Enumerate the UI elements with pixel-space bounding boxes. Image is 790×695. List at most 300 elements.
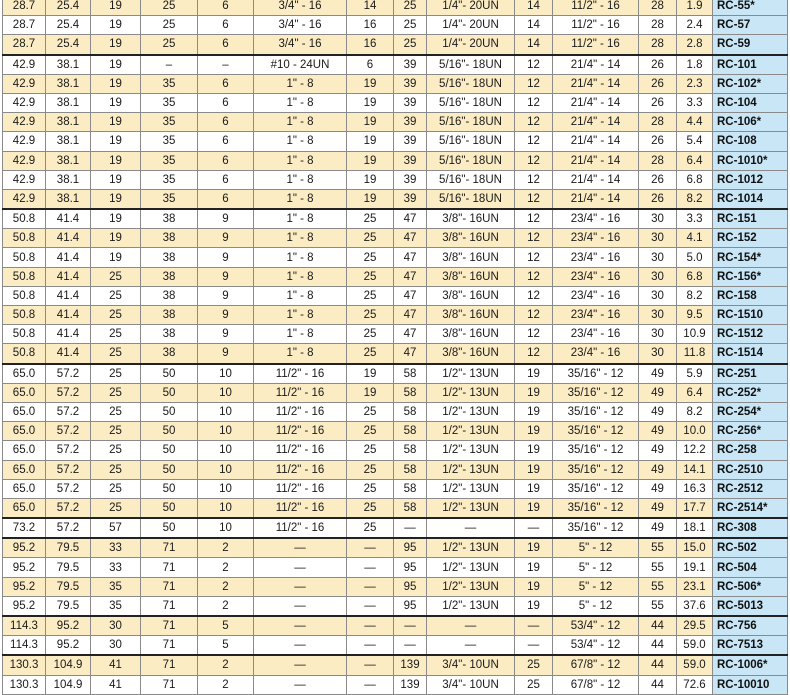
cell-collar-thread: 1" - 8 [254, 306, 347, 325]
cell-base-thread: 1/2"- 13UN [427, 577, 515, 596]
cell-collar-width: 5 [198, 616, 254, 636]
cell-base-dia: 47 [394, 306, 427, 325]
cell-collar-len: 35 [141, 189, 198, 209]
cell-mount-len: 49 [639, 364, 677, 384]
cell-collar-thread: 11/2" - 16 [254, 479, 347, 498]
cell-collar-len: 38 [141, 267, 198, 286]
cell-weight: 6.4 [677, 151, 713, 170]
cell-collar-width: 9 [198, 267, 254, 286]
cell-collar-width: 9 [198, 344, 254, 364]
cell-id: 41.4 [46, 306, 91, 325]
cell-id: 38.1 [46, 132, 91, 151]
cell-collar-len: 38 [141, 306, 198, 325]
cell-base-depth: 12 [515, 344, 553, 364]
cell-model: RC-254* [713, 402, 788, 421]
cell-collar-len: 50 [141, 402, 198, 421]
cell-weight: 17.7 [677, 498, 713, 518]
cell-collar-width: 6 [198, 151, 254, 170]
cell-model: RC-1006* [713, 655, 788, 675]
cell-base-depth: 19 [515, 460, 553, 479]
cell-mount-len: 26 [639, 74, 677, 93]
cell-stroke-len: 19 [91, 229, 141, 248]
cell-thread-depth: 25 [347, 209, 394, 229]
cell-base-depth: 12 [515, 74, 553, 93]
cell-od: 42.9 [3, 189, 46, 209]
cell-collar-width: 6 [198, 74, 254, 93]
cell-collar-width: 6 [198, 35, 254, 55]
cell-mount-thread: 21/4" - 14 [553, 170, 639, 189]
cell-collar-len: 25 [141, 0, 198, 16]
cell-od: 42.9 [3, 170, 46, 189]
cell-id: 38.1 [46, 55, 91, 75]
cell-weight: 2.8 [677, 35, 713, 55]
cell-base-thread: — [427, 518, 515, 538]
cell-collar-thread: 11/2" - 16 [254, 422, 347, 441]
table-body [3, 0, 788, 694]
cell-collar-width: 9 [198, 248, 254, 267]
cell-id: 25.4 [46, 16, 91, 35]
cell-id: 25.4 [46, 0, 91, 16]
cell-base-thread: 3/4"- 10UN [427, 675, 515, 694]
cell-od: 28.7 [3, 35, 46, 55]
cell-id: 41.4 [46, 209, 91, 229]
cell-base-thread: 1/2"- 13UN [427, 479, 515, 498]
cell-thread-depth: 25 [347, 402, 394, 421]
cell-weight: 72.6 [677, 675, 713, 694]
cell-mount-len: 44 [639, 616, 677, 636]
cell-stroke-len: 19 [91, 35, 141, 55]
cell-id: 41.4 [46, 286, 91, 305]
cell-mount-thread: 23/4" - 16 [553, 306, 639, 325]
cell-base-depth: — [515, 518, 553, 538]
cell-mount-thread: 21/4" - 14 [553, 93, 639, 112]
cell-mount-len: 30 [639, 325, 677, 344]
cell-base-dia: 95 [394, 596, 427, 616]
cell-model: RC-2514* [713, 498, 788, 518]
cell-base-thread: 3/8"- 16UN [427, 344, 515, 364]
cell-model: RC-756 [713, 616, 788, 636]
cell-base-depth: 19 [515, 558, 553, 577]
cell-od: 28.7 [3, 0, 46, 16]
cell-base-thread: 3/4"- 10UN [427, 655, 515, 675]
cell-thread-depth: 25 [347, 286, 394, 305]
cell-collar-len: 50 [141, 364, 198, 384]
cell-weight: 2.4 [677, 16, 713, 35]
cell-collar-len: 35 [141, 74, 198, 93]
cell-weight: 59.0 [677, 636, 713, 656]
cell-id: 41.4 [46, 267, 91, 286]
cell-id: 25.4 [46, 35, 91, 55]
cell-base-thread: 3/8"- 16UN [427, 229, 515, 248]
cell-base-dia: 39 [394, 189, 427, 209]
cell-base-dia: 139 [394, 675, 427, 694]
cell-od: 42.9 [3, 151, 46, 170]
cell-mount-len: 26 [639, 170, 677, 189]
cell-id: 38.1 [46, 74, 91, 93]
cell-base-thread: 5/16"- 18UN [427, 113, 515, 132]
cell-base-depth: 19 [515, 422, 553, 441]
cell-mount-len: 49 [639, 498, 677, 518]
cell-collar-thread: #10 - 24UN [254, 55, 347, 75]
cell-thread-depth: 19 [347, 132, 394, 151]
cell-stroke-len: 19 [91, 55, 141, 75]
cell-stroke-len: 19 [91, 189, 141, 209]
cell-base-thread: 1/2"- 13UN [427, 558, 515, 577]
cell-mount-thread: 23/4" - 16 [553, 209, 639, 229]
cell-base-thread: 5/16"- 18UN [427, 170, 515, 189]
cell-collar-width: 9 [198, 325, 254, 344]
cell-collar-thread: 1" - 8 [254, 286, 347, 305]
cell-model: RC-106* [713, 113, 788, 132]
table-row [3, 655, 788, 675]
cell-base-thread: — [427, 636, 515, 656]
cell-collar-len: 71 [141, 636, 198, 656]
cell-od: 65.0 [3, 383, 46, 402]
cell-model: RC-104 [713, 93, 788, 112]
cell-stroke-len: 19 [91, 248, 141, 267]
cell-base-thread: 5/16"- 18UN [427, 189, 515, 209]
cell-thread-depth: 19 [347, 383, 394, 402]
cell-od: 95.2 [3, 596, 46, 616]
cell-stroke-len: 33 [91, 558, 141, 577]
cell-collar-width: – [198, 55, 254, 75]
cell-collar-thread: 1" - 8 [254, 151, 347, 170]
cell-collar-thread: — [254, 538, 347, 558]
cell-model: RC-59 [713, 35, 788, 55]
cell-base-dia: 39 [394, 151, 427, 170]
cell-id: 57.2 [46, 479, 91, 498]
cell-collar-len: 35 [141, 113, 198, 132]
cell-base-dia: 47 [394, 267, 427, 286]
cell-collar-thread: 11/2" - 16 [254, 402, 347, 421]
cell-mount-len: 49 [639, 383, 677, 402]
cell-mount-len: 26 [639, 189, 677, 209]
cell-collar-thread: 11/2" - 16 [254, 498, 347, 518]
cell-base-depth: 12 [515, 151, 553, 170]
cell-base-thread: 1/2"- 13UN [427, 402, 515, 421]
cell-id: 104.9 [46, 655, 91, 675]
cell-collar-width: 10 [198, 383, 254, 402]
cell-od: 65.0 [3, 422, 46, 441]
cell-collar-len: 35 [141, 170, 198, 189]
cell-collar-len: 71 [141, 577, 198, 596]
cell-id: 57.2 [46, 518, 91, 538]
cell-thread-depth: 16 [347, 35, 394, 55]
cell-weight: 59.0 [677, 655, 713, 675]
cell-thread-depth: — [347, 538, 394, 558]
cell-stroke-len: 19 [91, 170, 141, 189]
cell-od: 50.8 [3, 248, 46, 267]
cell-collar-len: 71 [141, 616, 198, 636]
cell-collar-len: 71 [141, 558, 198, 577]
cell-stroke-len: 25 [91, 498, 141, 518]
table-row [3, 441, 788, 460]
table-row [3, 498, 788, 518]
cell-mount-thread: 21/4" - 14 [553, 151, 639, 170]
cell-base-dia: 47 [394, 344, 427, 364]
cell-base-dia: 58 [394, 383, 427, 402]
cell-collar-thread: 3/4" - 16 [254, 35, 347, 55]
cell-thread-depth: 25 [347, 441, 394, 460]
cell-base-depth: 19 [515, 402, 553, 421]
table-row [3, 267, 788, 286]
cell-base-dia: 58 [394, 441, 427, 460]
cell-stroke-len: 25 [91, 441, 141, 460]
cell-id: 95.2 [46, 616, 91, 636]
cell-id: 79.5 [46, 538, 91, 558]
cell-mount-thread: 35/16" - 12 [553, 402, 639, 421]
cell-base-dia: 39 [394, 113, 427, 132]
cell-stroke-len: 19 [91, 74, 141, 93]
cell-id: 57.2 [46, 460, 91, 479]
cell-collar-width: 10 [198, 422, 254, 441]
cell-collar-len: 35 [141, 93, 198, 112]
cell-mount-thread: 5" - 12 [553, 538, 639, 558]
cell-weight: 18.1 [677, 518, 713, 538]
cell-id: 57.2 [46, 441, 91, 460]
cell-mount-len: 49 [639, 479, 677, 498]
cell-thread-depth: — [347, 616, 394, 636]
cell-od: 50.8 [3, 267, 46, 286]
table-row [3, 383, 788, 402]
cell-collar-thread: 1" - 8 [254, 189, 347, 209]
cell-base-thread: 1/2"- 13UN [427, 441, 515, 460]
cell-stroke-len: 25 [91, 364, 141, 384]
cell-collar-thread: 1" - 8 [254, 267, 347, 286]
cell-collar-len: 25 [141, 16, 198, 35]
cell-mount-thread: 5" - 12 [553, 577, 639, 596]
cell-mount-thread: 11/2" - 16 [553, 16, 639, 35]
cell-mount-len: 30 [639, 267, 677, 286]
cell-model: RC-1510 [713, 306, 788, 325]
cell-thread-depth: 19 [347, 93, 394, 112]
cell-collar-width: 9 [198, 209, 254, 229]
cell-stroke-len: 25 [91, 402, 141, 421]
cell-base-thread: 3/8"- 16UN [427, 267, 515, 286]
cell-collar-width: 6 [198, 170, 254, 189]
cell-base-depth: 12 [515, 209, 553, 229]
cell-base-depth: 19 [515, 479, 553, 498]
table-row [3, 616, 788, 636]
cell-collar-width: 6 [198, 132, 254, 151]
cell-model: RC-151 [713, 209, 788, 229]
cell-collar-thread: 1" - 8 [254, 170, 347, 189]
cell-collar-len: 25 [141, 35, 198, 55]
cell-base-depth: 12 [515, 306, 553, 325]
cell-collar-thread: 1" - 8 [254, 229, 347, 248]
cell-stroke-len: 41 [91, 655, 141, 675]
cell-base-thread: 1/2"- 13UN [427, 498, 515, 518]
cell-base-depth: 12 [515, 113, 553, 132]
cell-base-dia: — [394, 616, 427, 636]
cell-base-dia: 25 [394, 35, 427, 55]
cell-id: 41.4 [46, 344, 91, 364]
cell-base-thread: 3/8"- 16UN [427, 286, 515, 305]
cell-base-thread: 5/16"- 18UN [427, 132, 515, 151]
cell-base-depth: 12 [515, 189, 553, 209]
cell-id: 38.1 [46, 93, 91, 112]
cell-base-dia: 39 [394, 74, 427, 93]
cell-collar-width: 10 [198, 460, 254, 479]
cell-collar-thread: 1" - 8 [254, 93, 347, 112]
cell-model: RC-57 [713, 16, 788, 35]
cell-mount-thread: 11/2" - 16 [553, 0, 639, 16]
cell-collar-len: 38 [141, 209, 198, 229]
cell-base-depth: 12 [515, 229, 553, 248]
cell-base-dia: 47 [394, 325, 427, 344]
cell-collar-width: 2 [198, 675, 254, 694]
cell-mount-thread: 21/4" - 14 [553, 132, 639, 151]
cell-base-thread: 1/2"- 13UN [427, 364, 515, 384]
cell-mount-thread: 23/4" - 16 [553, 267, 639, 286]
cell-model: RC-1014 [713, 189, 788, 209]
cell-collar-len: 71 [141, 655, 198, 675]
cell-base-dia: 39 [394, 170, 427, 189]
cell-stroke-len: 57 [91, 518, 141, 538]
cell-mount-len: 30 [639, 229, 677, 248]
cell-mount-len: 26 [639, 55, 677, 75]
table-row [3, 558, 788, 577]
cell-base-depth: 12 [515, 286, 553, 305]
cell-mount-len: 49 [639, 422, 677, 441]
cell-stroke-len: 19 [91, 209, 141, 229]
cell-weight: 2.3 [677, 74, 713, 93]
table-row [3, 93, 788, 112]
table-row [3, 518, 788, 538]
cell-weight: 1.8 [677, 55, 713, 75]
cell-base-depth: 19 [515, 538, 553, 558]
cell-base-depth: 19 [515, 498, 553, 518]
cell-collar-width: 9 [198, 286, 254, 305]
cell-base-dia: — [394, 636, 427, 656]
cell-base-depth: 12 [515, 170, 553, 189]
cell-id: 41.4 [46, 325, 91, 344]
cell-collar-width: 2 [198, 538, 254, 558]
cell-collar-width: 10 [198, 518, 254, 538]
cell-mount-thread: 23/4" - 16 [553, 286, 639, 305]
cell-base-dia: 39 [394, 132, 427, 151]
cell-id: 38.1 [46, 113, 91, 132]
cell-collar-len: 50 [141, 383, 198, 402]
cell-model: RC-1514 [713, 344, 788, 364]
table-row [3, 35, 788, 55]
cell-collar-len: 50 [141, 460, 198, 479]
cell-weight: 10.9 [677, 325, 713, 344]
cell-model: RC-256* [713, 422, 788, 441]
cell-base-dia: 47 [394, 248, 427, 267]
cell-id: 79.5 [46, 558, 91, 577]
cell-mount-thread: 35/16" - 12 [553, 479, 639, 498]
cell-od: 95.2 [3, 558, 46, 577]
cell-mount-thread: 21/4" - 14 [553, 189, 639, 209]
cell-weight: 12.2 [677, 441, 713, 460]
cell-model: RC-108 [713, 132, 788, 151]
cell-collar-len: 50 [141, 479, 198, 498]
cell-stroke-len: 35 [91, 577, 141, 596]
cell-base-thread: 3/8"- 16UN [427, 248, 515, 267]
cell-model: RC-251 [713, 364, 788, 384]
cell-thread-depth: — [347, 596, 394, 616]
cell-base-dia: 39 [394, 93, 427, 112]
table-row [3, 364, 788, 384]
cell-collar-width: 10 [198, 498, 254, 518]
cell-base-dia: 139 [394, 655, 427, 675]
table-row [3, 479, 788, 498]
cell-collar-width: 2 [198, 558, 254, 577]
cell-stroke-len: 30 [91, 636, 141, 656]
cell-stroke-len: 33 [91, 538, 141, 558]
cell-thread-depth: 19 [347, 364, 394, 384]
cell-stroke-len: 25 [91, 422, 141, 441]
cell-od: 130.3 [3, 655, 46, 675]
table-row [3, 636, 788, 656]
cell-id: 57.2 [46, 498, 91, 518]
cell-thread-depth: — [347, 558, 394, 577]
cell-collar-len: – [141, 55, 198, 75]
cell-thread-depth: 25 [347, 267, 394, 286]
cell-stroke-len: 19 [91, 113, 141, 132]
cell-thread-depth: 19 [347, 74, 394, 93]
cell-collar-width: 10 [198, 441, 254, 460]
cell-weight: 5.0 [677, 248, 713, 267]
cell-collar-thread: 11/2" - 16 [254, 518, 347, 538]
cell-collar-width: 6 [198, 113, 254, 132]
cell-base-thread: — [427, 616, 515, 636]
cell-collar-len: 71 [141, 538, 198, 558]
cell-od: 114.3 [3, 616, 46, 636]
cell-weight: 29.5 [677, 616, 713, 636]
cell-model: RC-2512 [713, 479, 788, 498]
cell-weight: 6.4 [677, 383, 713, 402]
cell-model: RC-504 [713, 558, 788, 577]
cell-thread-depth: 25 [347, 248, 394, 267]
cell-collar-thread: 1" - 8 [254, 209, 347, 229]
cell-collar-width: 6 [198, 189, 254, 209]
cell-collar-thread: 3/4" - 16 [254, 0, 347, 16]
cell-mount-len: 55 [639, 596, 677, 616]
cell-id: 79.5 [46, 596, 91, 616]
cell-od: 65.0 [3, 402, 46, 421]
cell-base-depth: 25 [515, 675, 553, 694]
cell-collar-len: 71 [141, 596, 198, 616]
cell-od: 28.7 [3, 16, 46, 35]
cell-collar-len: 38 [141, 248, 198, 267]
cell-base-thread: 3/8"- 16UN [427, 306, 515, 325]
cell-base-thread: 1/2"- 13UN [427, 596, 515, 616]
table-row [3, 55, 788, 75]
cell-base-depth: — [515, 616, 553, 636]
table-row [3, 74, 788, 93]
cell-model: RC-2510 [713, 460, 788, 479]
cell-id: 41.4 [46, 248, 91, 267]
cell-base-dia: 47 [394, 286, 427, 305]
cell-id: 38.1 [46, 170, 91, 189]
cell-collar-thread: 1" - 8 [254, 344, 347, 364]
cell-thread-depth: 25 [347, 229, 394, 248]
cell-base-thread: 1/2"- 13UN [427, 422, 515, 441]
cell-collar-width: 5 [198, 636, 254, 656]
cell-stroke-len: 19 [91, 93, 141, 112]
cell-stroke-len: 25 [91, 306, 141, 325]
cell-mount-thread: 21/4" - 14 [553, 74, 639, 93]
cell-id: 57.2 [46, 383, 91, 402]
cell-mount-thread: 67/8" - 12 [553, 675, 639, 694]
cell-collar-thread: 1" - 8 [254, 248, 347, 267]
cell-model: RC-154* [713, 248, 788, 267]
table-row [3, 189, 788, 209]
cell-stroke-len: 25 [91, 267, 141, 286]
cell-collar-len: 38 [141, 229, 198, 248]
